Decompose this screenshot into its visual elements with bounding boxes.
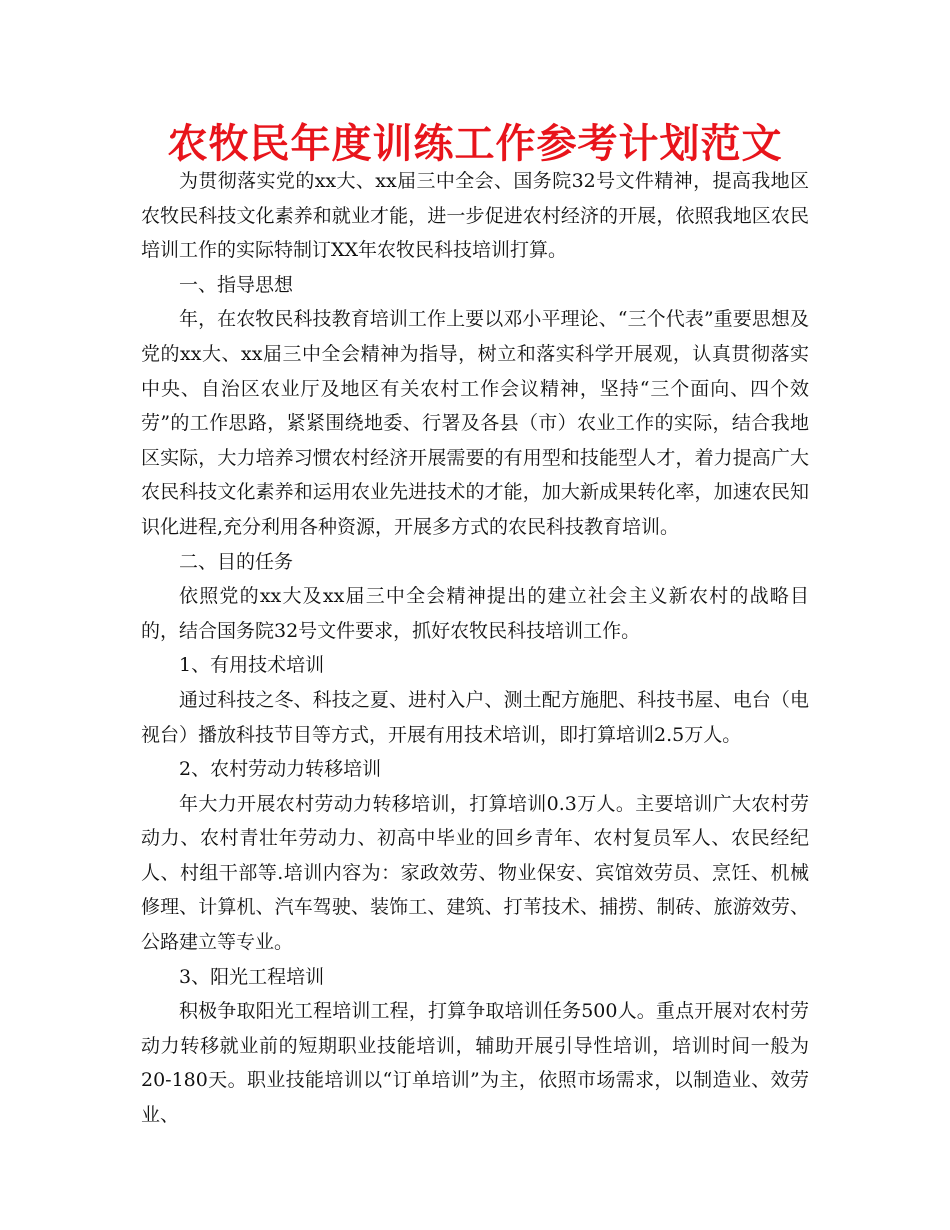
subheading-sunshine-project-training: 3、阳光工程培训 [179, 965, 325, 988]
paragraph-guiding-thought: 年，在农牧民科技教育培训工作上要以邓小平理论、“三个代表”重要思想及党的xx大、xx届三中全会精神为指导，树立和落实科学开展观，认真贯彻落实中央、自治区农业厅及地区有关农村工作会议精神，坚持“三个面向、四个效劳”的工作思路，紧紧围绕地委、行署及各县（市）农业工作的实际，结合我地区实际，大力培养习惯农村经济开展需要的有用型和技能型人才，着力提高广大农民科技文化素养和运用农业先进技术的才能，加大新成果转化率，加速农民知识化进程,充分利用各种资源，开展多方式的农民科技教育培训。 [141, 308, 809, 538]
document-body [141, 164, 809, 1133]
paragraph-labor-transfer-training: 年大力开展农村劳动力转移培训，打算培训0.3万人。主要培训广大农村劳动力、农村青壮年劳动力、初高中毕业的回乡青年、农村复员军人、农民经纪人、村组干部等.培训内容为：家政效劳、物业保安、宾馆效劳员、烹饪、机械修理、计算机、汽车驾驶、装饰工、建筑、打苇技术、捕捞、制砖、旅游效劳、公路建立等专业。 [141, 792, 809, 954]
section-heading-goals-tasks: 二、目的任务 [179, 550, 294, 573]
section-heading-guiding-thought: 一、指导思想 [179, 273, 294, 296]
paragraph-practical-training: 通过科技之冬、科技之夏、进村入户、测土配方施肥、科技书屋、电台（电视台）播放科技节目等方式，开展有用技术培训，即打算培训2.5万人。 [141, 688, 809, 746]
paragraph-sunshine-project-training: 积极争取阳光工程培训工程，打算争取培训任务500人。重点开展对农村劳动力转移就业前的短期职业技能培训，辅助开展引导性培训，培训时间一般为20-180天。职业技能培训以“订单培训”为主，依照市场需求，以制造业、效劳业、 [141, 1000, 809, 1127]
paragraph-goals-tasks: 依照党的xx大及xx届三中全会精神提出的建立社会主义新农村的战略目的，结合国务院32号文件要求，抓好农牧民科技培训工作。 [141, 585, 809, 642]
paragraph-intro: 为贯彻落实党的xx大、xx届三中全会、国务院32号文件精神，提高我地区农牧民科技文化素养和就业才能，进一步促进农村经济的开展，依照我地区农民培训工作的实际特制订XX年农牧民科技培训打算。 [141, 170, 809, 262]
subheading-practical-training: 1、有用技术培训 [179, 654, 325, 677]
document-title: 农牧民年度训练工作参考计划范文 [167, 121, 783, 167]
subheading-labor-transfer-training: 2、农村劳动力转移培训 [179, 758, 382, 781]
